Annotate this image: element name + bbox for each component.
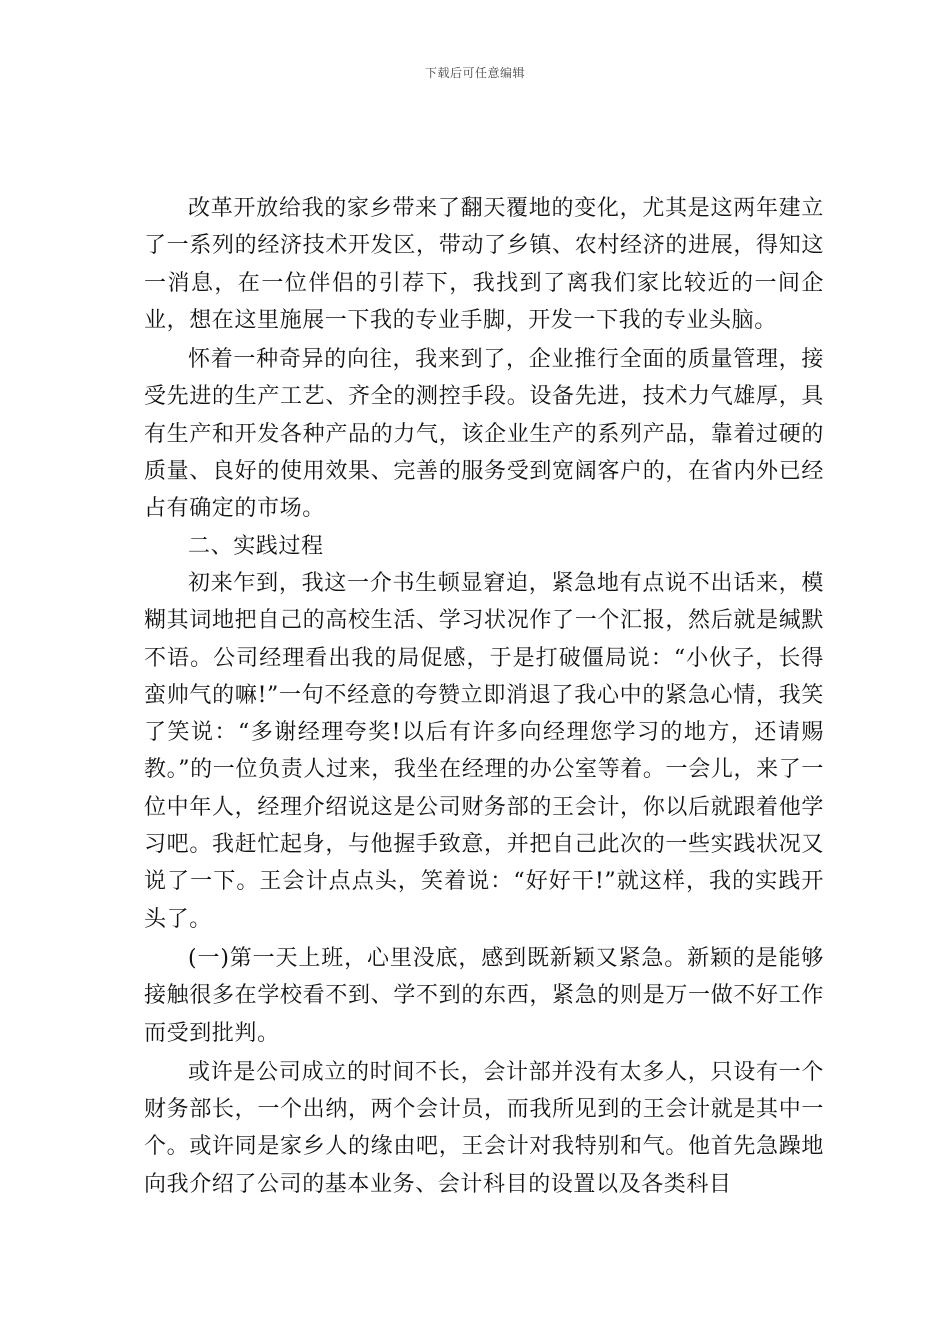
paragraph-hometown: 改革开放给我的家乡带来了翻天覆地的变化，尤其是这两年建立了一系列的经济技术开发区，带动了乡镇、农村经济的进展，得知这一消息，在一位伴侣的引荐下，我找到了离我们家比较近的一间企业，想在这里施展一下我的专业手脚，开发一下我的专业头脑。 [144, 196, 824, 333]
paragraph-company: 怀着一种奇异的向往，我来到了，企业推行全面的质量管理，接受先进的生产工艺、齐全的测控手段。设备先进，技术力气雄厚，具有生产和开发各种产品的力气，该企业生产的系列产品，靠着过硬的质量、良好的使用效果、完善的服务受到宽阔客户的，在省内外已经占有确定的市场。 [144, 347, 824, 522]
body-text [144, 190, 824, 1203]
paragraph-accounting-dept: 或许是公司成立的时间不长，会计部并没有太多人，只设有一个财务部长，一个出纳，两个会计员，而我所见到的王会计就是其中一个。或许同是家乡人的缘由吧，王会计对我特别和气。他首先急躁地向我介绍了公司的基本业务、会计科目的设置以及各类科目 [144, 1059, 824, 1197]
section-heading-practice: 二、实践过程 [188, 533, 324, 559]
paragraph-arrival: 初来乍到，我这一介书生顿显窘迫，紧急地有点说不出话来，模糊其词地把自己的高校生活、学习状况作了一个汇报，然后就是缄默不语。公司经理看出我的局促感，于是打破僵局说：“小伙子，长得蛮帅气的嘛!”一句不经意的夸赞立即消退了我心中的紧急心情，我笑了笑说：“多谢经理夸奖!以后有许多向经理您学习的地方，还请赐教。”的一位负责人过来，我坐在经理的办公室等着。一会儿，来了一位中年人，经理介绍说这是公司财务部的王会计，你以后就跟着他学习吧。我赶忙起身，与他握手致意，并把自己此次的一些实践状况又说了一下。王会计点点头，笑着说：“好好干!”就这样，我的实践开头了。 [144, 570, 824, 932]
header-note: 下载后可任意编辑 [424, 66, 525, 80]
paragraph-first-day: (一)第一天上班，心里没底，感到既新颖又紧急。新颖的是能够接触很多在学校看不到、学不到的东西，紧急的则是万一做不好工作而受到批判。 [144, 945, 824, 1046]
